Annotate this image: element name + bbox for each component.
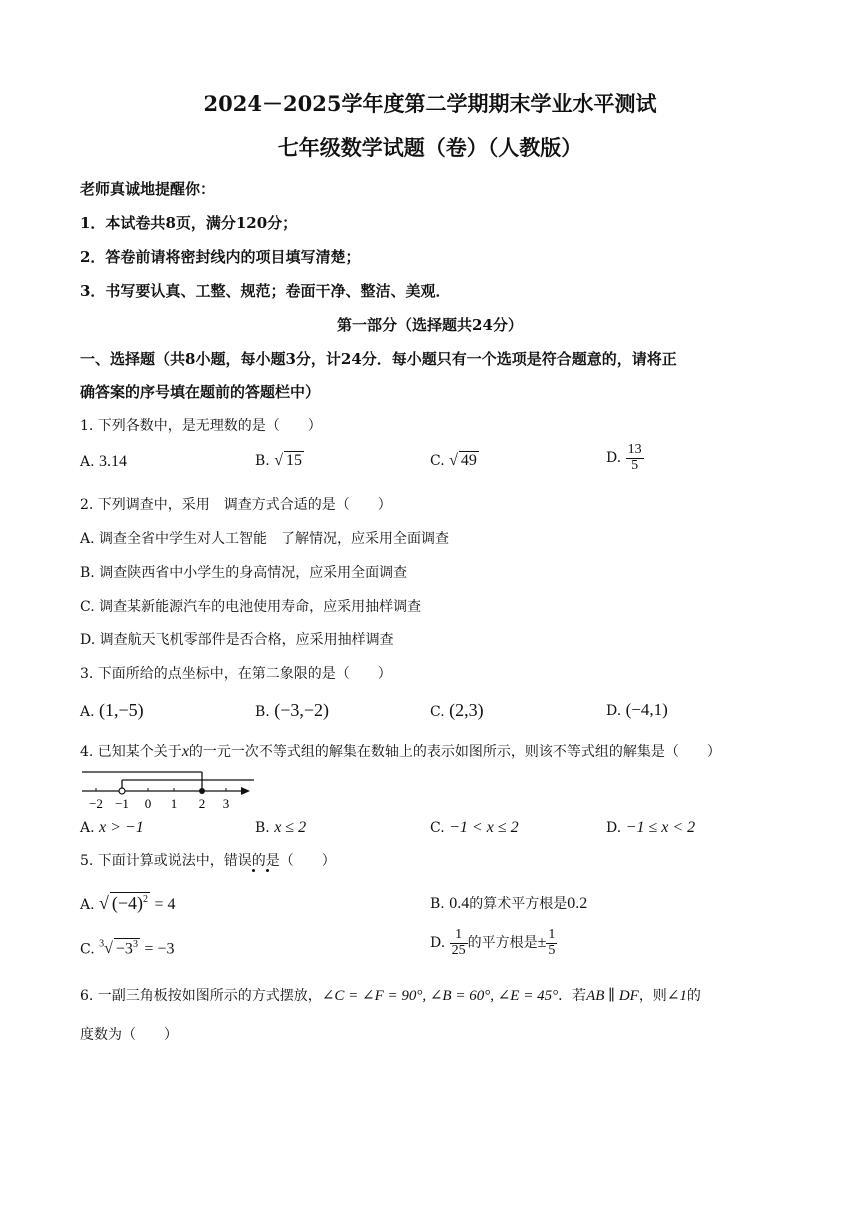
q6-stem-line2: 度数为（ ） [80, 1027, 178, 1043]
q4-option-a: A. x > −1 [80, 819, 144, 836]
q4-variable: x [181, 743, 189, 760]
q5-option-a: A. √ $(-4)^2 = 4$ [80, 893, 176, 913]
tick-label: 2 [198, 796, 206, 811]
q3-d-value: (−4,1) [625, 700, 668, 719]
q4-option-c: C. −1 < x ≤ 2 [430, 819, 519, 836]
axis-arrow [241, 787, 250, 795]
q3-b-value: (−3,−2) [274, 700, 329, 720]
q2-option-d: D. 调查航天飞机零部件是否合格，应采用抽样调查 [80, 632, 394, 648]
q3-d-label: D. [606, 703, 622, 719]
q1-d-label: D. [606, 450, 622, 467]
q3-option-c [430, 700, 484, 721]
q4-b-value: x ≤ 2 [274, 819, 307, 836]
notice-item-1: 1．本试卷共8页，满分120分； [80, 214, 298, 232]
q4-stem: 4. 已知某个关于x的一元一次不等式组的解集在数轴上的表示如图所示，则该不等式组的解集是（ ） [80, 743, 721, 760]
emphasis-dot [252, 869, 255, 872]
q3-option-b [255, 700, 329, 721]
q5-option-c: C. $^3√ -3^3 = -3$ [80, 939, 175, 958]
q6-angle-conditions: ∠C = ∠F = 90°, ∠B = 60°, ∠E = 45° [321, 988, 559, 1004]
q2-option-a: A. 调查全省中学生对人工智能 了解情况，应采用全面调查 [80, 531, 450, 547]
tick-label: 0 [144, 796, 152, 811]
q4-a-value: x > −1 [99, 819, 144, 836]
open-dot-minus-1 [119, 788, 125, 794]
q4-option-b: B. x ≤ 2 [255, 819, 307, 836]
q3-a-label: A. [80, 704, 95, 720]
q6-angle-1: ∠1 [666, 988, 687, 1004]
notice-heading: 老师真诚地提醒你： [80, 180, 216, 198]
q3-c-value: (2,3) [449, 700, 484, 720]
notice-item-2: 2．答卷前请将密封线内的项目填写清楚； [80, 248, 361, 266]
q5-stem: 5. 下面计算或说法中，错误的是（ ） [80, 853, 336, 869]
q4-d-value: −1 ≤ x < 2 [625, 819, 696, 836]
q2-stem: 2. 下列调查中，采用 调查方式合适的是（ ） [80, 497, 392, 513]
q4-option-d: D. −1 ≤ x < 2 [606, 819, 696, 836]
q1-d-denominator: 5 [631, 457, 639, 473]
q2-option-b: B. 调查陕西省中小学生的身高情况，应采用全面调查 [80, 565, 408, 581]
q3-option-d [606, 700, 668, 720]
q3-a-value: (1,−5) [99, 700, 144, 720]
q6-stem: 6. 一副三角板按如图所示的方式摆放，∠C = ∠F = 90°, ∠B = 60°, ∠E = 45°．若AB ∥ DF，则∠1的 [80, 988, 701, 1004]
part1-title: 第一部分（选择题共24分） [337, 316, 523, 334]
q1-option-c: C. √ 49 [430, 452, 477, 469]
q5-a-rhs: = 4 [154, 896, 176, 913]
tick-label: 1 [170, 796, 178, 811]
q1-option-a [80, 453, 127, 471]
exam-title: 2024－2025学年度第二学期期末学业水平测试 [203, 91, 657, 116]
emphasis-dot [266, 869, 269, 872]
section-instructions-line2: 确答案的序号填在题前的答题栏中） [80, 383, 321, 401]
exam-subtitle: 七年级数学试题（卷）（人教版） [277, 135, 583, 160]
q1-a-label: A. [80, 454, 95, 470]
tick-label: −2 [89, 796, 103, 811]
q1-c-label: C. [430, 453, 445, 469]
q5-option-b: B. 0.4的算术平方根是0.2 [430, 895, 588, 912]
notice-item-3: 3．书写要认真、工整、规范；卷面干净、整洁、美观． [80, 282, 451, 300]
q3-option-a [80, 700, 144, 721]
q1-option-b: B. √ 15 [255, 452, 302, 469]
q1-d-numerator: 13 [627, 442, 642, 457]
q5-option-d: D. $\frac{1}{25}$ 的平方根是± $\frac{1}{5}$ [430, 927, 556, 958]
q3-c-label: C. [430, 704, 445, 720]
q2-option-c: C. 调查某新能源汽车的电池使用寿命，应采用抽样调查 [80, 599, 422, 615]
q1-b-radicand: 15 [285, 452, 302, 469]
q1-b-label: B. [255, 453, 270, 469]
q3-stem: 3. 下面所给的点坐标中，在第二象限的是（ ） [80, 666, 392, 682]
q1-option-d [606, 443, 644, 473]
tick-label: 3 [222, 796, 230, 811]
q6-parallel: AB ∥ DF [586, 988, 639, 1004]
tick-label: −1 [115, 796, 129, 811]
q3-b-label: B. [255, 704, 270, 720]
closed-dot-2 [199, 788, 205, 794]
q1-a-value: 3.14 [99, 453, 128, 470]
q5-a-inner: (−4) [111, 893, 144, 913]
q1-c-radicand: 49 [460, 452, 477, 469]
q4-c-value: −1 < x ≤ 2 [449, 819, 519, 836]
section-instructions-line1: 一、选择题（共8小题，每小题3分，计24分．每小题只有一个选项是符合题意的，请将正 [80, 350, 677, 368]
q4-number-line [78, 766, 258, 814]
q1-stem: 1. 下列各数中，是无理数的是（ ） [80, 418, 322, 434]
